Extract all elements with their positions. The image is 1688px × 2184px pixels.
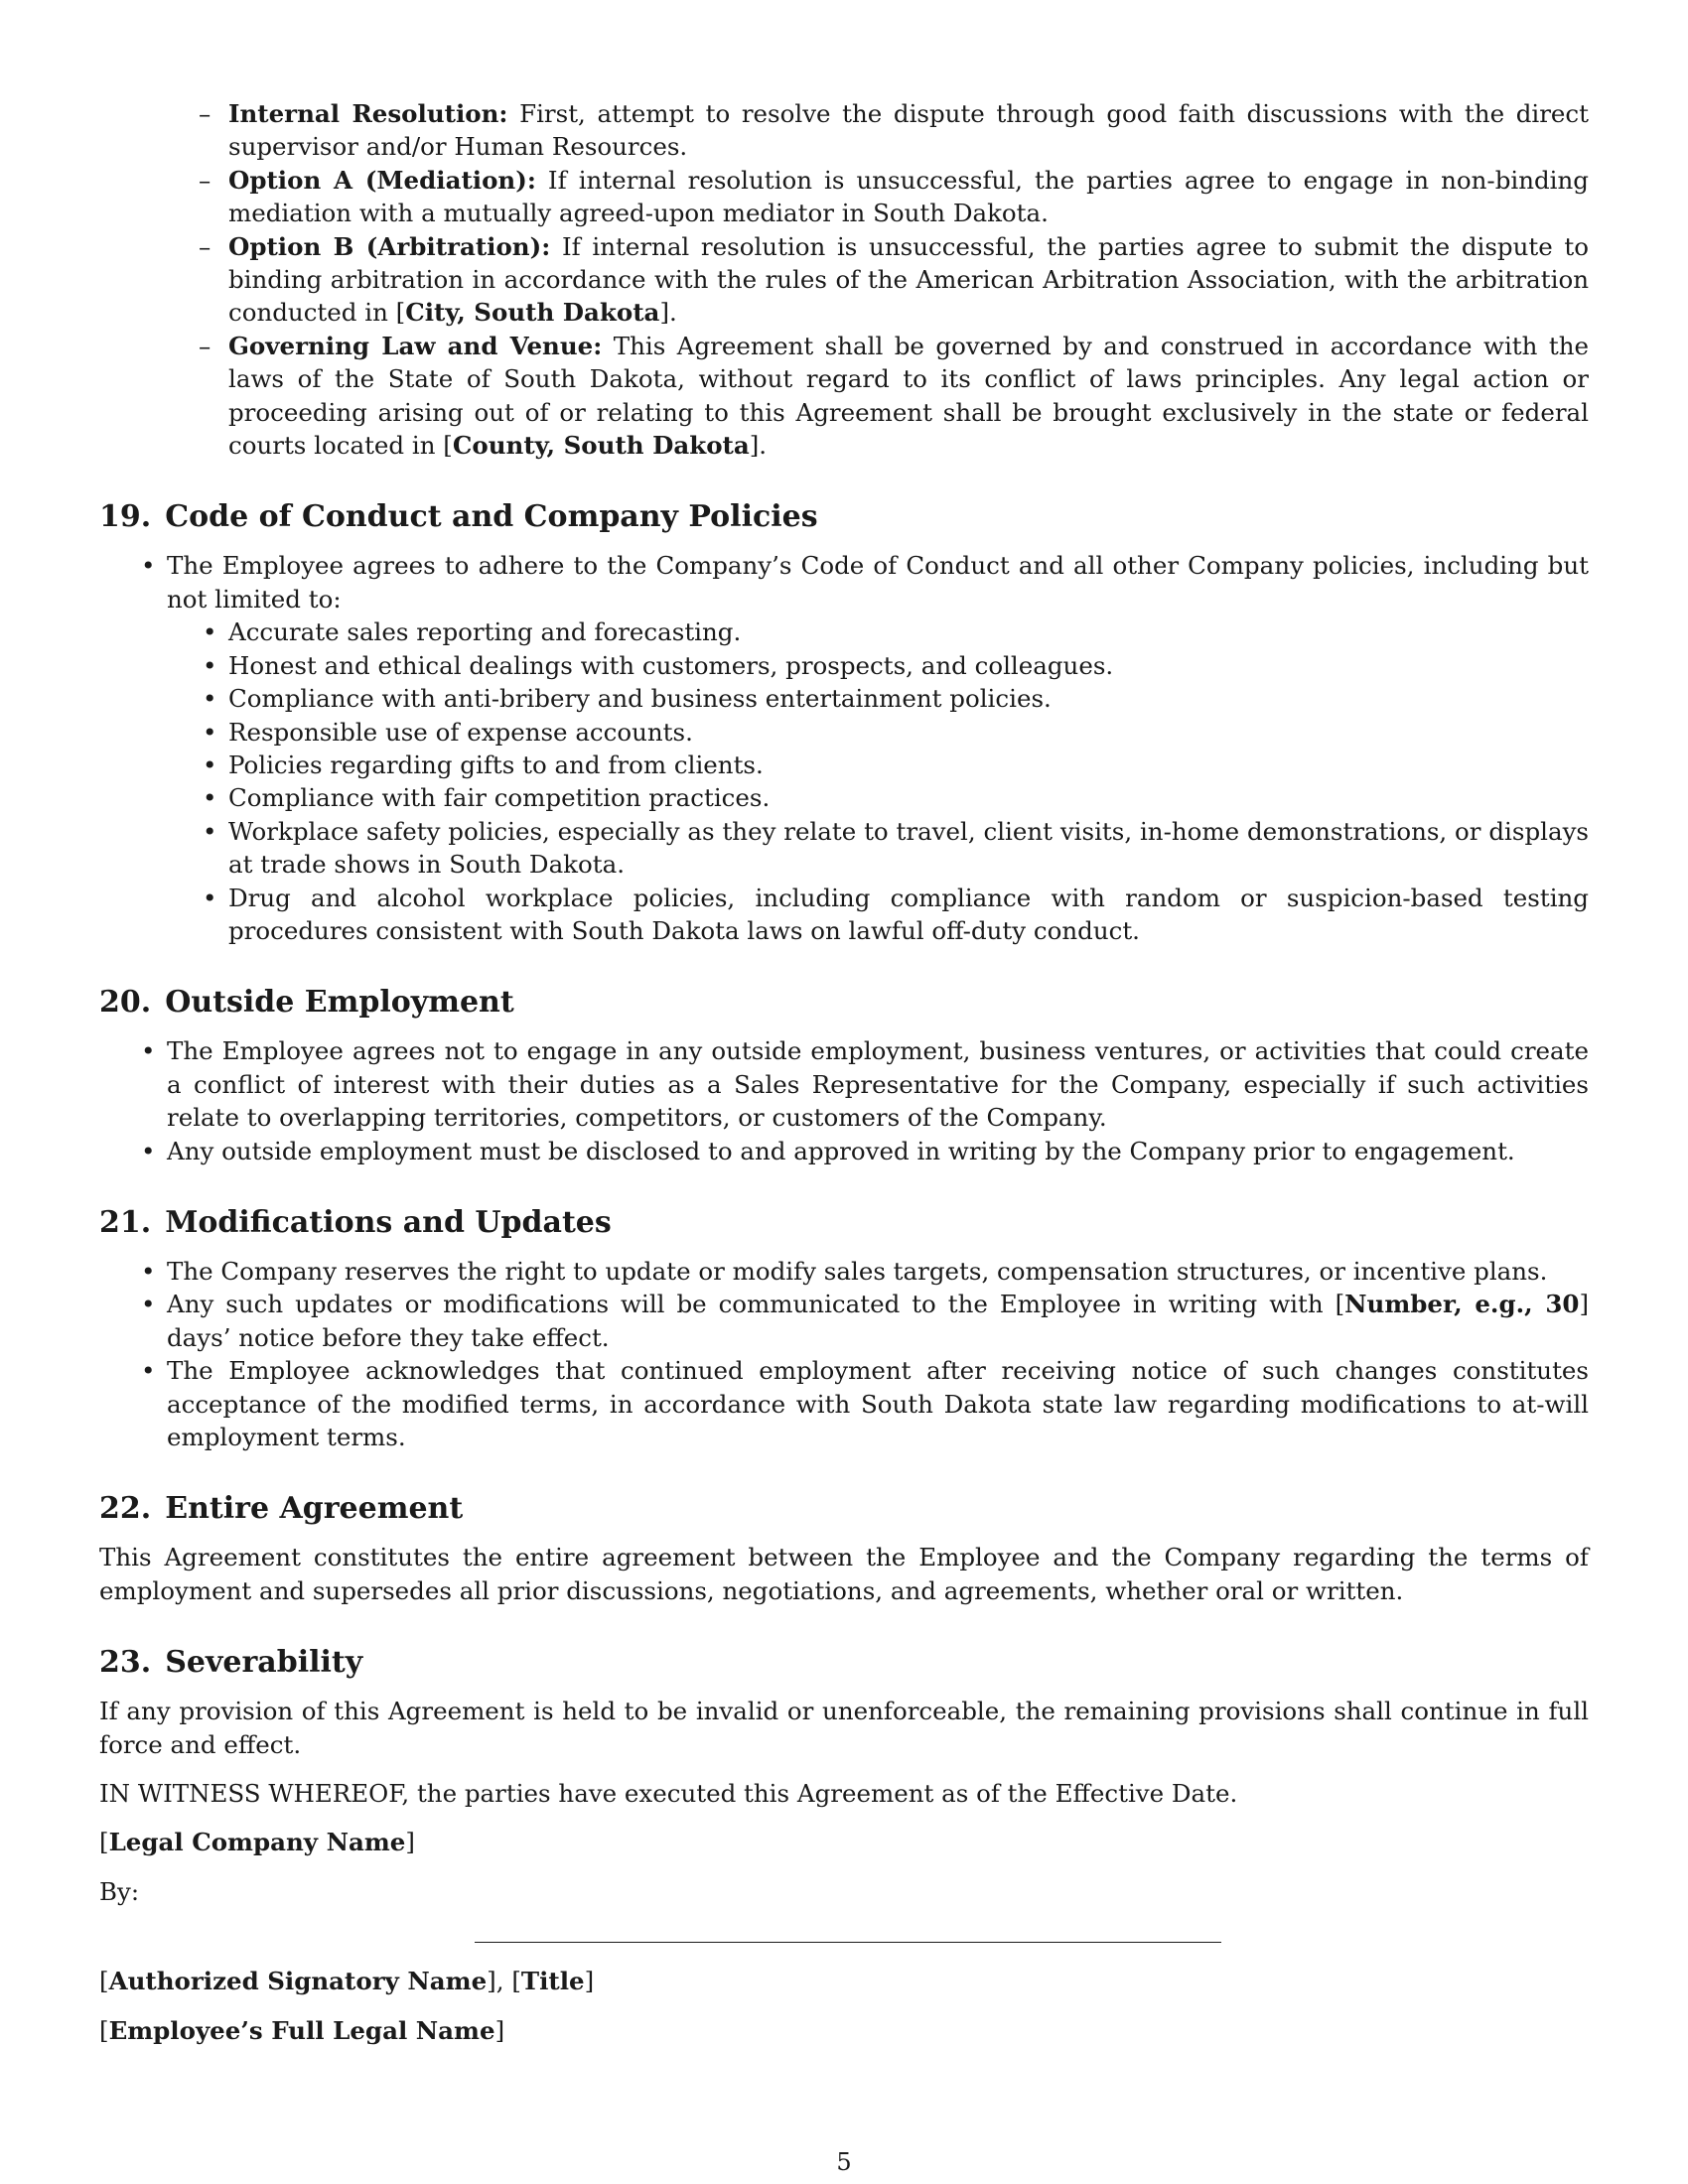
list-item: • Workplace safety policies, especially as they relate to travel, client visits, in-home demonstrations, or displays at trade shows in South Dakota. bbox=[228, 815, 1589, 882]
list-item: • Any outside employment must be disclosed to and approved in writing by the Company prior to engagement. bbox=[167, 1135, 1589, 1167]
list-item: • The Company reserves the right to update or modify sales targets, compensation structures, or incentive plans. bbox=[167, 1255, 1589, 1288]
section-21 bbox=[99, 1205, 1589, 1453]
section-body: This Agreement constitutes the entire agreement between the Employee and the Company regarding the terms of employment and supersedes all prior discussions, negotiations, and agreements, whether oral or written. bbox=[99, 1543, 1589, 1605]
list-item: • Drug and alcohol workplace policies, including compliance with random or suspicion-based testing procedures consistent with South Dakota laws on lawful off-duty conduct. bbox=[228, 882, 1589, 948]
section-23 bbox=[99, 1645, 1589, 1761]
by-label: By: bbox=[99, 1876, 140, 1906]
list-item: • The Employee agrees not to engage in any outside employment, business ventures, or activities that could create a conflict of interest with their duties as a Sales Representative for the Company, especially if such activities relate to overlapping territories, competitors, or customers of the Company. bbox=[167, 1034, 1589, 1134]
list-item: • Responsible use of expense accounts. bbox=[228, 716, 1589, 749]
employee-name-placeholder: [Employee’s Full Legal Name] bbox=[99, 2015, 505, 2045]
witness-statement: IN WITNESS WHEREOF, the parties have executed this Agreement as of the Effective Date. bbox=[99, 1779, 1238, 1809]
list-item: – Option A (Mediation): If internal resolution is unsuccessful, the parties agree to engage in non-binding mediation with a mutually agreed-upon mediator in South Dakota. bbox=[228, 164, 1589, 230]
list-item: – Internal Resolution: First, attempt to resolve the dispute through good faith discussions with the direct supervisor and/or Human Resources. bbox=[228, 97, 1589, 164]
section-heading: 22. Entire Agreement bbox=[99, 1491, 464, 1527]
section-heading: 19. Code of Conduct and Company Policies bbox=[99, 499, 818, 535]
section-19 bbox=[99, 499, 1589, 947]
section-20 bbox=[99, 985, 1589, 1167]
list-item: – Governing Law and Venue: This Agreement shall be governed by and construed in accordance with the laws of the State of South Dakota, without regard to its conflict of laws principles. Any legal action or proceeding arising out of or relating to this Agreement shall be brought exclusively in the state or federal courts located in [County, South Dakota]. bbox=[228, 330, 1589, 463]
page-number: 5 bbox=[836, 2148, 852, 2176]
list-item: • Any such updates or modifications will be communicated to the Employee in writing with [Number, e.g., 30] days’ notice before they take effect. bbox=[167, 1288, 1589, 1354]
list-item: • Honest and ethical dealings with customers, prospects, and colleagues. bbox=[228, 649, 1589, 682]
list-item: • Compliance with fair competition practices. bbox=[228, 781, 1589, 814]
company-name-placeholder: [Legal Company Name] bbox=[99, 1828, 415, 1857]
list-item: • Compliance with anti-bribery and business entertainment policies. bbox=[228, 682, 1589, 715]
list-item: • The Employee agrees to adhere to the Company’s Code of Conduct and all other Company policies, including but not limited to: • Accurate sales reporting and forecasting. • Honest and ethical dealings with customers, prospects, and colleagues. • Compliance with anti-bribery and business entertainment policies. • Responsible use of expense accounts. • Policies regarding gifts to and from clients. • Compliance with fair competition practices. • Workplace safety policies, especially as they relate to travel, client visits, in-home demonstrations, or displays at trade shows in South Dakota. • Drug and alcohol workplace policies, including compliance with random or suspicion-based testing procedures consistent with South Dakota laws on lawful off-duty conduct. bbox=[167, 549, 1589, 947]
document-page bbox=[99, 97, 1589, 2047]
dispute-resolution-list bbox=[228, 97, 1589, 462]
section-body: If any provision of this Agreement is held to be invalid or unenforceable, the remaining provisions shall continue in full force and effect. bbox=[99, 1697, 1589, 1759]
list-item: • Policies regarding gifts to and from clients. bbox=[228, 749, 1589, 781]
list-item: • Accurate sales reporting and forecasting. bbox=[228, 615, 1589, 648]
bullet-list bbox=[167, 1255, 1589, 1453]
list-item: • The Employee acknowledges that continued employment after receiving notice of such changes constitutes acceptance of the modified terms, in accordance with South Dakota state law regarding modifications to at-will employment terms. bbox=[167, 1354, 1589, 1453]
bullet-list bbox=[167, 549, 1589, 947]
section-heading: 20. Outside Employment bbox=[99, 985, 514, 1021]
section-22 bbox=[99, 1491, 1589, 1607]
list-item: – Option B (Arbitration): If internal resolution is unsuccessful, the parties agree to submit the dispute to binding arbitration in accordance with the rules of the American Arbitration Association, with the arbitration conducted in [City, South Dakota]. bbox=[228, 230, 1589, 330]
section-heading: 23. Severability bbox=[99, 1645, 363, 1681]
section-heading: 21. Modifications and Updates bbox=[99, 1204, 612, 1240]
signature-line bbox=[475, 1942, 1221, 1943]
signatory-placeholder: [Authorized Signatory Name], [Title] bbox=[99, 1967, 595, 1996]
policy-list bbox=[228, 615, 1589, 947]
bullet-list bbox=[167, 1034, 1589, 1167]
